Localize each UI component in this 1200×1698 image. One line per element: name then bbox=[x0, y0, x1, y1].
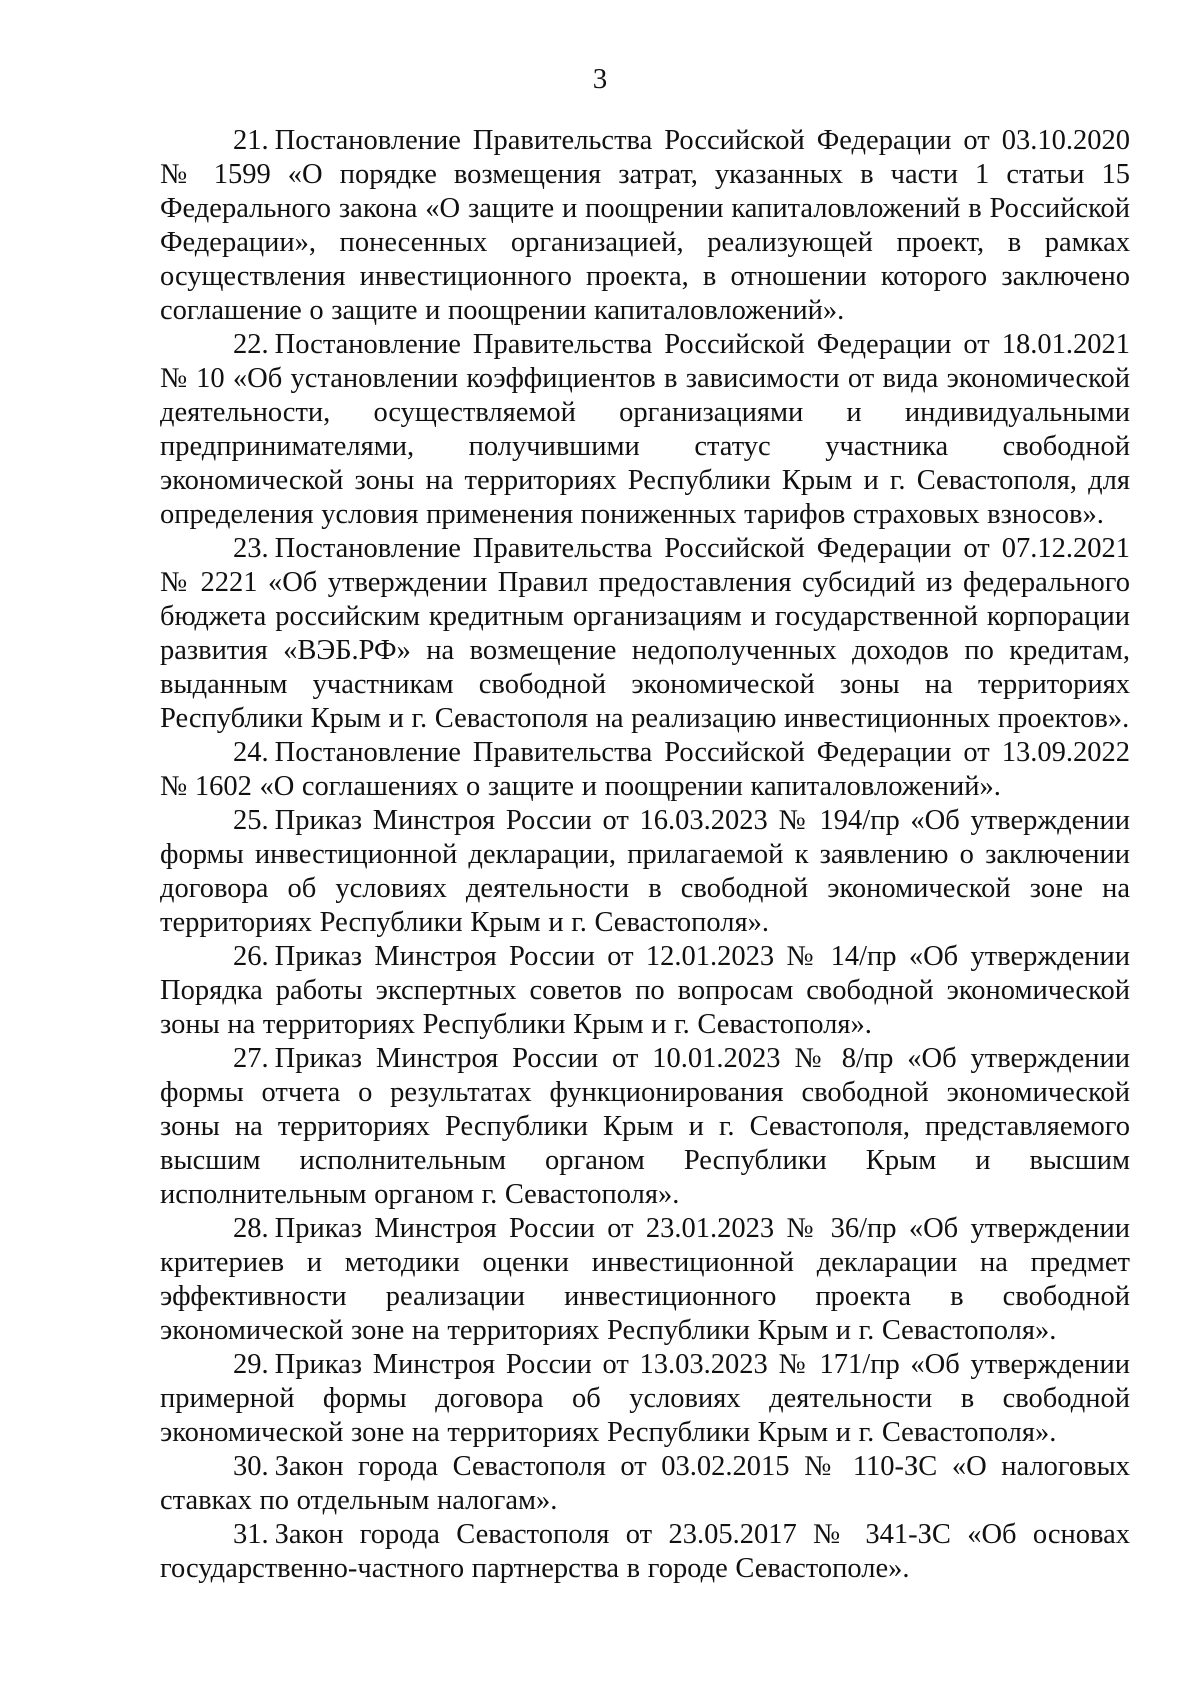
page-number: 3 bbox=[592, 63, 608, 95]
item-text: Приказ Минстроя России от 16.03.2023 № 194/пр «Об утверждении формы инвестиционной декларации, прилагаемой к заявлению о заключении договора об условиях деятельности в свободной экономической зоне на территориях Республики Крым и г. Севастополя». bbox=[160, 805, 1130, 938]
item-number: 29. bbox=[233, 1349, 269, 1380]
list-item-25 bbox=[160, 804, 1130, 940]
item-text: Постановление Правительства Российской Федерации от 07.12.2021 № 2221 «Об утверждении Правил предоставления субсидий из федерального бюджета российским кредитным организациям и государственной корпорации развития «ВЭБ.РФ» на возмещение недополученных доходов по кредитам, выданным участникам свободной экономической зоны на территориях Республики Крым и г. Севастополя на реализацию инвестиционных проектов». bbox=[160, 533, 1130, 734]
item-number: 28. bbox=[233, 1213, 269, 1244]
item-number: 27. bbox=[233, 1043, 269, 1074]
list-item-21 bbox=[160, 124, 1130, 328]
item-number: 25. bbox=[233, 805, 269, 836]
item-text: Закон города Севастополя от 23.05.2017 № 341-ЗС «Об основах государственно-частного партнерства в городе Севастополе». bbox=[160, 1519, 1130, 1584]
item-number: 31. bbox=[233, 1519, 269, 1550]
item-number: 21. bbox=[233, 125, 269, 156]
item-number: 24. bbox=[233, 737, 269, 768]
item-number: 23. bbox=[233, 533, 269, 564]
list-item-23 bbox=[160, 532, 1130, 736]
document-body bbox=[160, 124, 1130, 1586]
list-item-28 bbox=[160, 1212, 1130, 1348]
item-text: Приказ Минстроя России от 12.01.2023 № 14/пр «Об утверждении Порядка работы экспертных советов по вопросам свободной экономической зоны на территориях Республики Крым и г. Севастополя». bbox=[160, 941, 1130, 1040]
list-item-22 bbox=[160, 328, 1130, 532]
item-text: Приказ Минстроя России от 23.01.2023 № 36/пр «Об утверждении критериев и методики оценки инвестиционной декларации на предмет эффективности реализации инвестиционного проекта в свободной экономической зоне на территориях Республики Крым и г. Севастополя». bbox=[160, 1213, 1130, 1346]
item-number: 26. bbox=[233, 941, 269, 972]
item-number: 30. bbox=[233, 1451, 269, 1482]
item-text: Закон города Севастополя от 03.02.2015 № 110-ЗС «О налоговых ставках по отдельным налогам». bbox=[160, 1451, 1130, 1516]
list-item-31 bbox=[160, 1518, 1130, 1586]
list-item-24 bbox=[160, 736, 1130, 804]
item-text: Приказ Минстроя России от 10.01.2023 № 8/пр «Об утверждении формы отчета о результатах функционирования свободной экономической зоны на территориях Республики Крым и г. Севастополя, представляемого высшим исполнительным органом Республики Крым и высшим исполнительным органом г. Севастополя». bbox=[160, 1043, 1130, 1210]
item-text: Приказ Минстроя России от 13.03.2023 № 171/пр «Об утверждении примерной формы договора об условиях деятельности в свободной экономической зоне на территориях Республики Крым и г. Севастополя». bbox=[160, 1349, 1130, 1448]
item-text: Постановление Правительства Российской Федерации от 03.10.2020 № 1599 «О порядке возмещения затрат, указанных в части 1 статьи 15 Федерального закона «О защите и поощрении капиталовложений в Российской Федерации», понесенных организацией, реализующей проект, в рамках осуществления инвестиционного проекта, в отношении которого заключено соглашение о защите и поощрении капиталовложений». bbox=[160, 125, 1130, 326]
item-text: Постановление Правительства Российской Федерации от 13.09.2022 № 1602 «О соглашениях о защите и поощрении капиталовложений». bbox=[160, 737, 1130, 802]
list-item-29 bbox=[160, 1348, 1130, 1450]
list-item-30 bbox=[160, 1450, 1130, 1518]
list-item-27 bbox=[160, 1042, 1130, 1212]
item-number: 22. bbox=[233, 329, 269, 360]
list-item-26 bbox=[160, 940, 1130, 1042]
item-text: Постановление Правительства Российской Федерации от 18.01.2021 № 10 «Об установлении коэффициентов в зависимости от вида экономической деятельности, осуществляемой организациями и индивидуальными предпринимателями, получившими статус участника свободной экономической зоны на территориях Республики Крым и г. Севастополя, для определения условия применения пониженных тарифов страховых взносов». bbox=[160, 329, 1130, 530]
